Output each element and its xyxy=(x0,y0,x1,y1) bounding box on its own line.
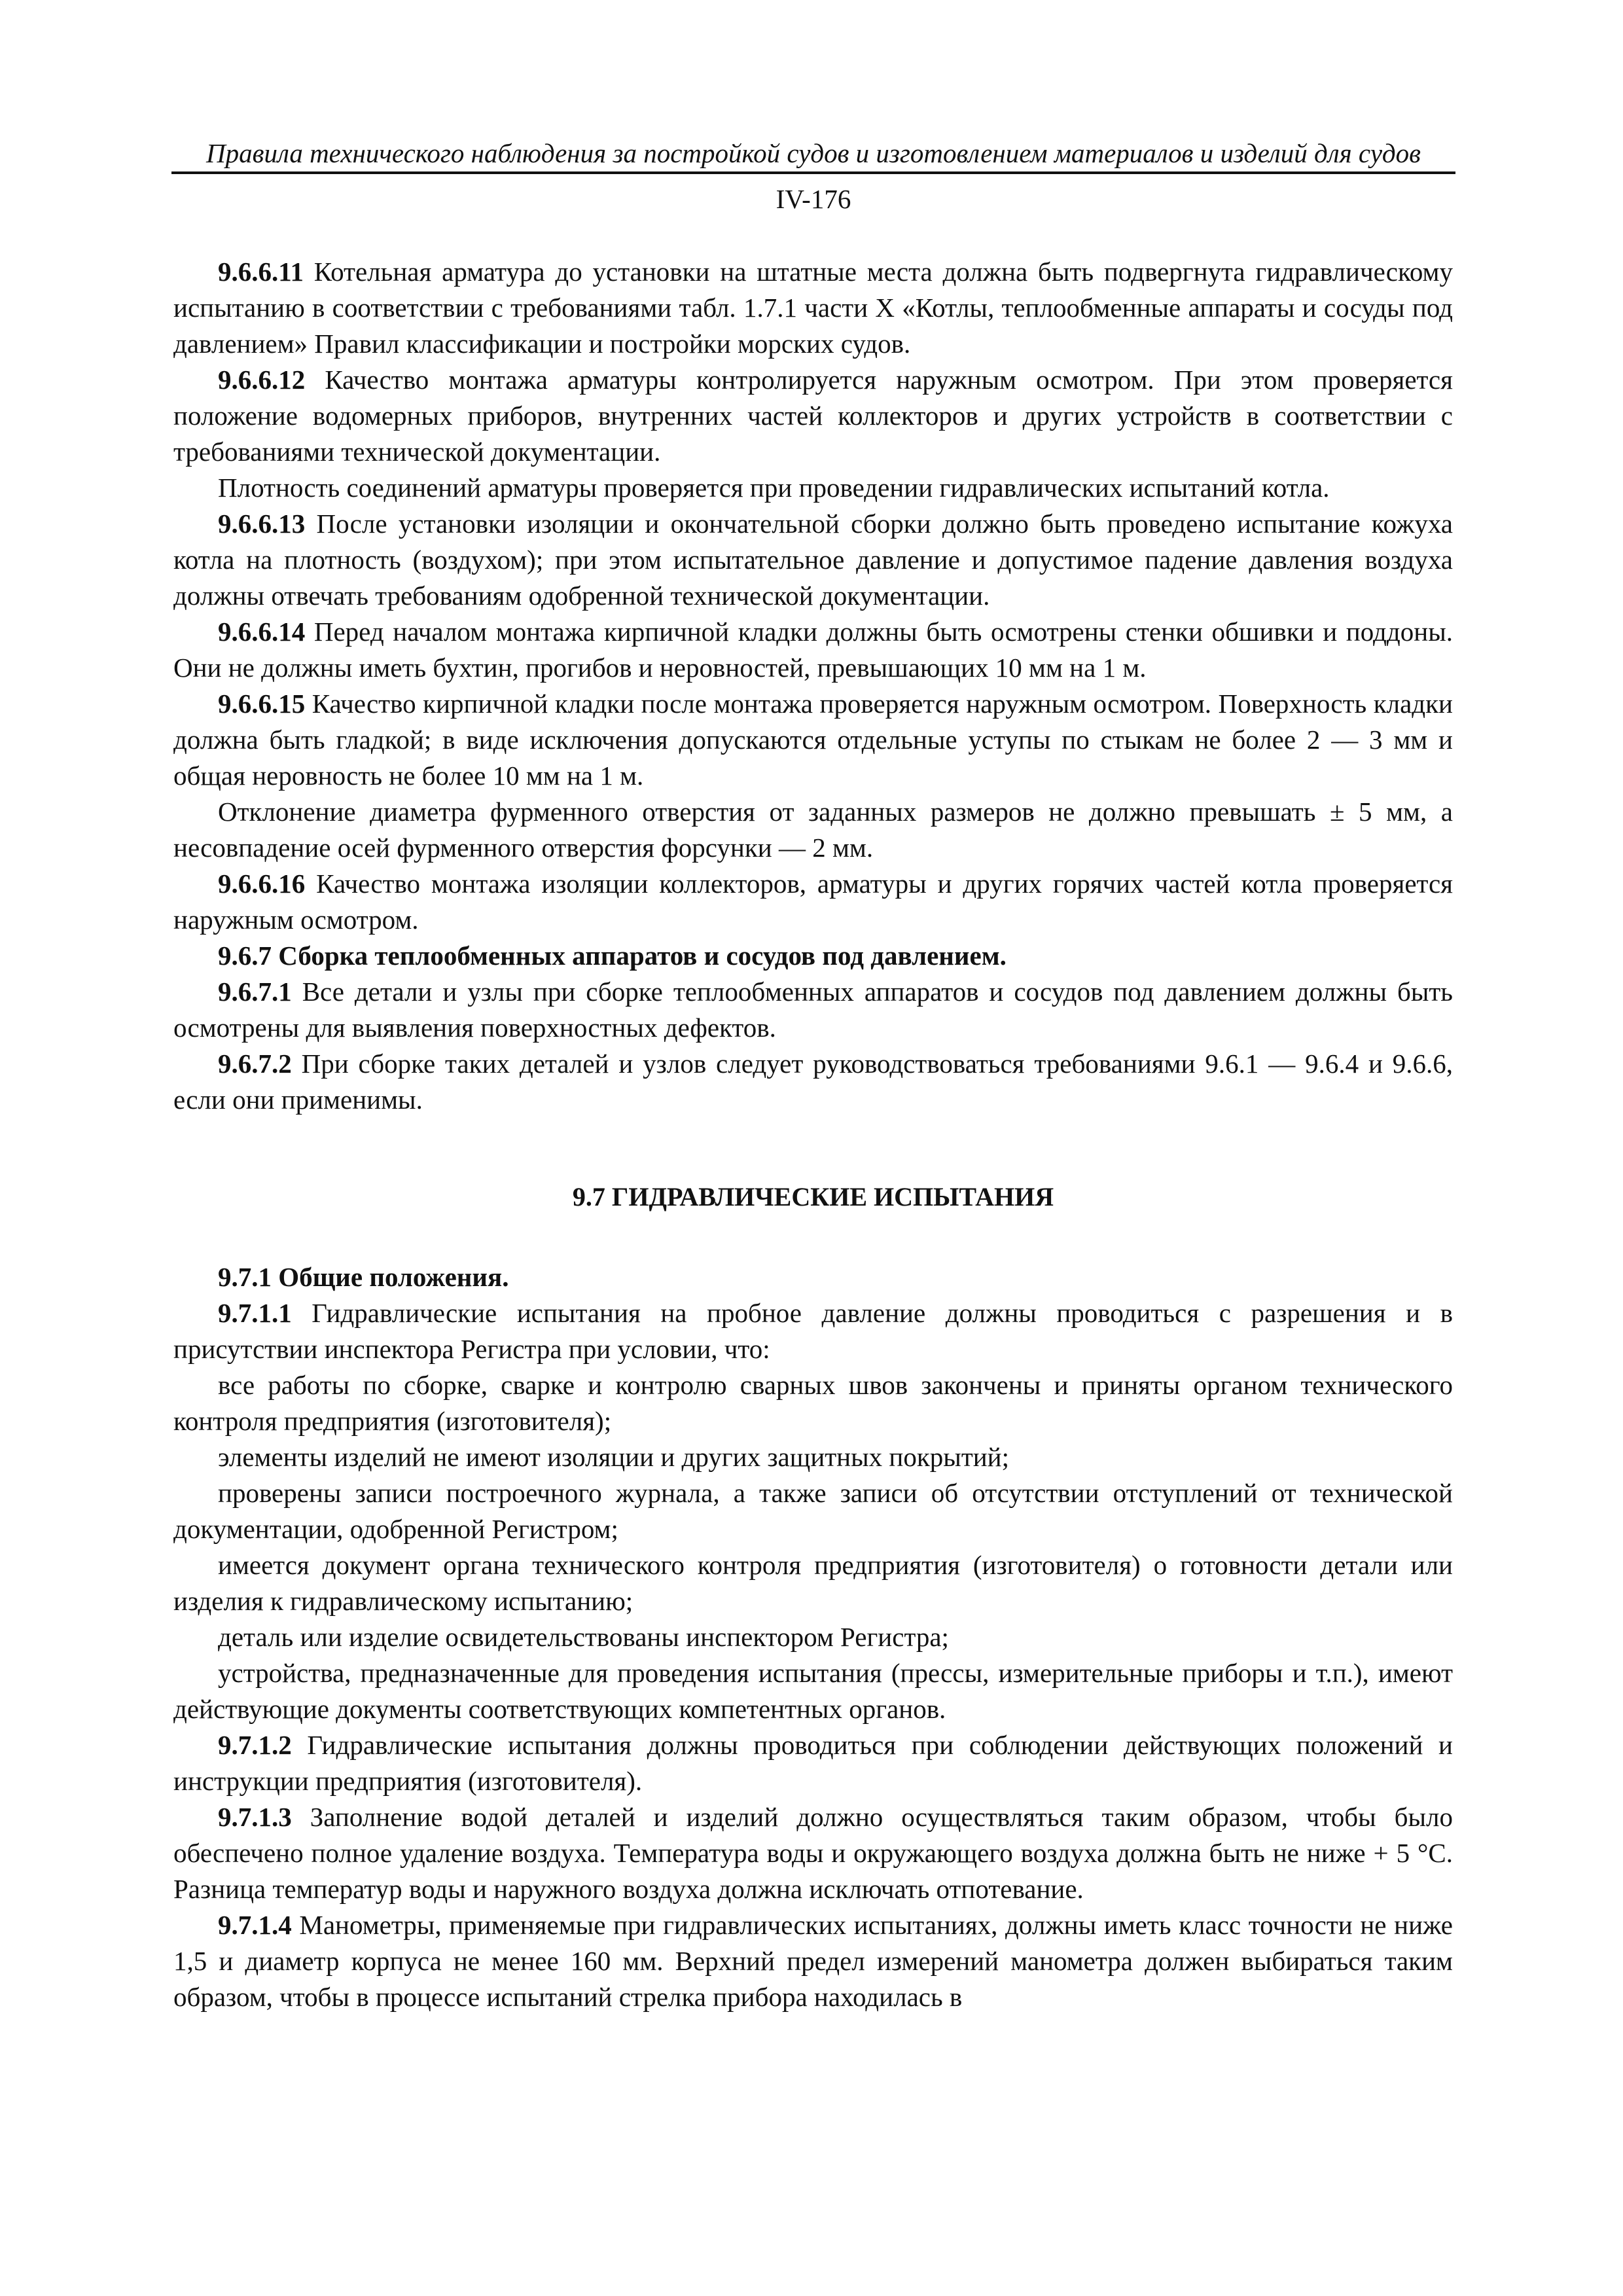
paragraph-tightness xyxy=(173,470,1453,506)
clause-number: 9.6.6.15 xyxy=(218,689,306,719)
paragraph-9-6-6-15 xyxy=(173,686,1453,794)
document-body xyxy=(173,254,1453,2015)
paragraph-text: деталь или изделие освидетельствованы инспектором Регистра; xyxy=(218,1622,949,1652)
paragraph-text: Плотность соединений арматуры проверяется при проведении гидравлических испытаний котла. xyxy=(218,473,1330,503)
clause-number: 9.6.6.14 xyxy=(218,617,306,647)
paragraph-9-6-7-2 xyxy=(173,1046,1453,1118)
paragraph-text: Гидравлические испытания должны проводиться при соблюдении действующих положений и инструкции предприятия (изготовителя). xyxy=(173,1730,1453,1796)
clause-number: 9.6.7.2 xyxy=(218,1049,292,1079)
paragraph-9-6-6-14 xyxy=(173,614,1453,686)
paragraph-9-6-7-1 xyxy=(173,974,1453,1046)
clause-number: 9.7.1.3 xyxy=(218,1802,292,1832)
clause-number: 9.7.1.1 xyxy=(218,1298,292,1328)
paragraph-text: После установки изоляции и окончательной сборки должно быть проведено испытание кожуха котла на плотность (воздухом); при этом испытательное давление и допустимое падение давления воздуха должны отвечать требованиям одобренной технической документации. xyxy=(173,509,1453,611)
paragraph-text: устройства, предназначенные для проведения испытания (прессы, измерительные приборы и т.п.), имеют действующие документы соответствующих компетентных органов. xyxy=(173,1658,1453,1724)
clause-number: 9.6.6.11 xyxy=(218,257,304,287)
subheading-9-7-1: 9.7.1 Общие положения. xyxy=(218,1262,509,1292)
paragraph-text: При сборке таких деталей и узлов следует руководствоваться требованиями 9.6.1 — 9.6.4 и 9.6.6, если они применимы. xyxy=(173,1049,1453,1115)
page-number: IV-176 xyxy=(776,184,851,214)
list-item-readiness-document xyxy=(173,1547,1453,1619)
paragraph-9-7-1-2 xyxy=(173,1727,1453,1799)
paragraph-text: проверены записи построечного журнала, а также записи об отсутствии отступлений от технической документации, одобренной Регистром; xyxy=(173,1478,1453,1544)
list-item-no-insulation xyxy=(173,1439,1453,1475)
paragraph-text: Заполнение водой деталей и изделий должно осуществляться таким образом, чтобы было обеспечено полное удаление воздуха. Температура воды и окружающего воздуха должна быть не ниже + 5 °С. Разница температур воды и наружного воздуха должна исключать отпотевание. xyxy=(173,1802,1453,1904)
paragraph-9-7-1-3 xyxy=(173,1799,1453,1907)
list-item-surveyed xyxy=(173,1619,1453,1655)
list-item-welding-works xyxy=(173,1367,1453,1439)
paragraph-9-7-1-4 xyxy=(173,1907,1453,2015)
paragraph-9-6-6-16 xyxy=(173,866,1453,938)
paragraph-text: Все детали и узлы при сборке теплообменных аппаратов и сосудов под давлением должны быть осмотрены для выявления поверхностных дефектов. xyxy=(173,977,1453,1043)
clause-number: 9.7.1.4 xyxy=(218,1910,292,1940)
paragraph-text: Манометры, применяемые при гидравлических испытаниях, должны иметь класс точности не ниже 1,5 и диаметр корпуса не менее 160 мм. Верхний предел измерений манометра должен выбираться таким образом, чтобы в процессе испытаний стрелка прибора находилась в xyxy=(173,1910,1453,2012)
paragraph-text: Качество кирпичной кладки после монтажа проверяется наружным осмотром. Поверхность кладки должна быть гладкой; в виде исключения допускаются отдельные уступы по стыкам не более 2 — 3 мм и общая неровность не более 10 мм на 1 м. xyxy=(173,689,1453,791)
paragraph-text: Перед началом монтажа кирпичной кладки должны быть осмотрены стенки обшивки и поддоны. Они не должны иметь бухтин, прогибов и неровностей, превышающих 10 мм на 1 м. xyxy=(173,617,1453,683)
paragraph-9-7-1-1 xyxy=(173,1295,1453,1367)
section-title-9-7: 9.7 ГИДРАВЛИЧЕСКИЕ ИСПЫТАНИЯ xyxy=(572,1182,1054,1211)
paragraph-9-6-6-12 xyxy=(173,362,1453,470)
paragraph-text: Качество монтажа арматуры контролируется наружным осмотром. При этом проверяется положение водомерных приборов, внутренних частей коллекторов и других устройств в соответствии с требованиями технической документации. xyxy=(173,365,1453,467)
clause-number: 9.6.6.16 xyxy=(218,869,306,899)
paragraph-text: элементы изделий не имеют изоляции и других защитных покрытий; xyxy=(218,1442,1010,1472)
paragraph-9-6-6-13 xyxy=(173,506,1453,614)
paragraph-9-6-6-11 xyxy=(173,254,1453,362)
paragraph-text: Отклонение диаметра фурменного отверстия от заданных размеров не должно превышать ± 5 мм, а несовпадение осей фурменного отверстия форсунки — 2 мм. xyxy=(173,797,1453,863)
list-item-test-devices xyxy=(173,1655,1453,1727)
paragraph-text: Качество монтажа изоляции коллекторов, арматуры и других горячих частей котла проверяется наружным осмотром. xyxy=(173,869,1453,935)
paragraph-text: Гидравлические испытания на пробное давление должны проводиться с разрешения и в присутствии инспектора Регистра при условии, что: xyxy=(173,1298,1453,1364)
running-header: Правила технического наблюдения за постройкой судов и изготовлением материалов и изделий для судов xyxy=(171,136,1455,174)
clause-number: 9.6.7.1 xyxy=(218,977,292,1007)
clause-number: 9.7.1.2 xyxy=(218,1730,292,1760)
paragraph-tuyere-deviation xyxy=(173,794,1453,866)
paragraph-text: имеется документ органа технического контроля предприятия (изготовителя) о готовности детали или изделия к гидравлическому испытанию; xyxy=(173,1550,1453,1616)
paragraph-text: Котельная арматура до установки на штатные места должна быть подвергнута гидравлическому испытанию в соответствии с требованиями табл. 1.7.1 части X «Котлы, теплообменные аппараты и сосуды под давлением» Правил классификации и постройки морских судов. xyxy=(173,257,1453,359)
paragraph-text: все работы по сборке, сварке и контролю сварных швов закончены и приняты органом технического контроля предприятия (изготовителя); xyxy=(173,1370,1453,1436)
subheading-9-6-7: 9.6.7 Сборка теплообменных аппаратов и сосудов под давлением. xyxy=(218,941,1007,971)
clause-number: 9.6.6.12 xyxy=(218,365,306,395)
list-item-journal-checked xyxy=(173,1475,1453,1547)
clause-number: 9.6.6.13 xyxy=(218,509,306,539)
